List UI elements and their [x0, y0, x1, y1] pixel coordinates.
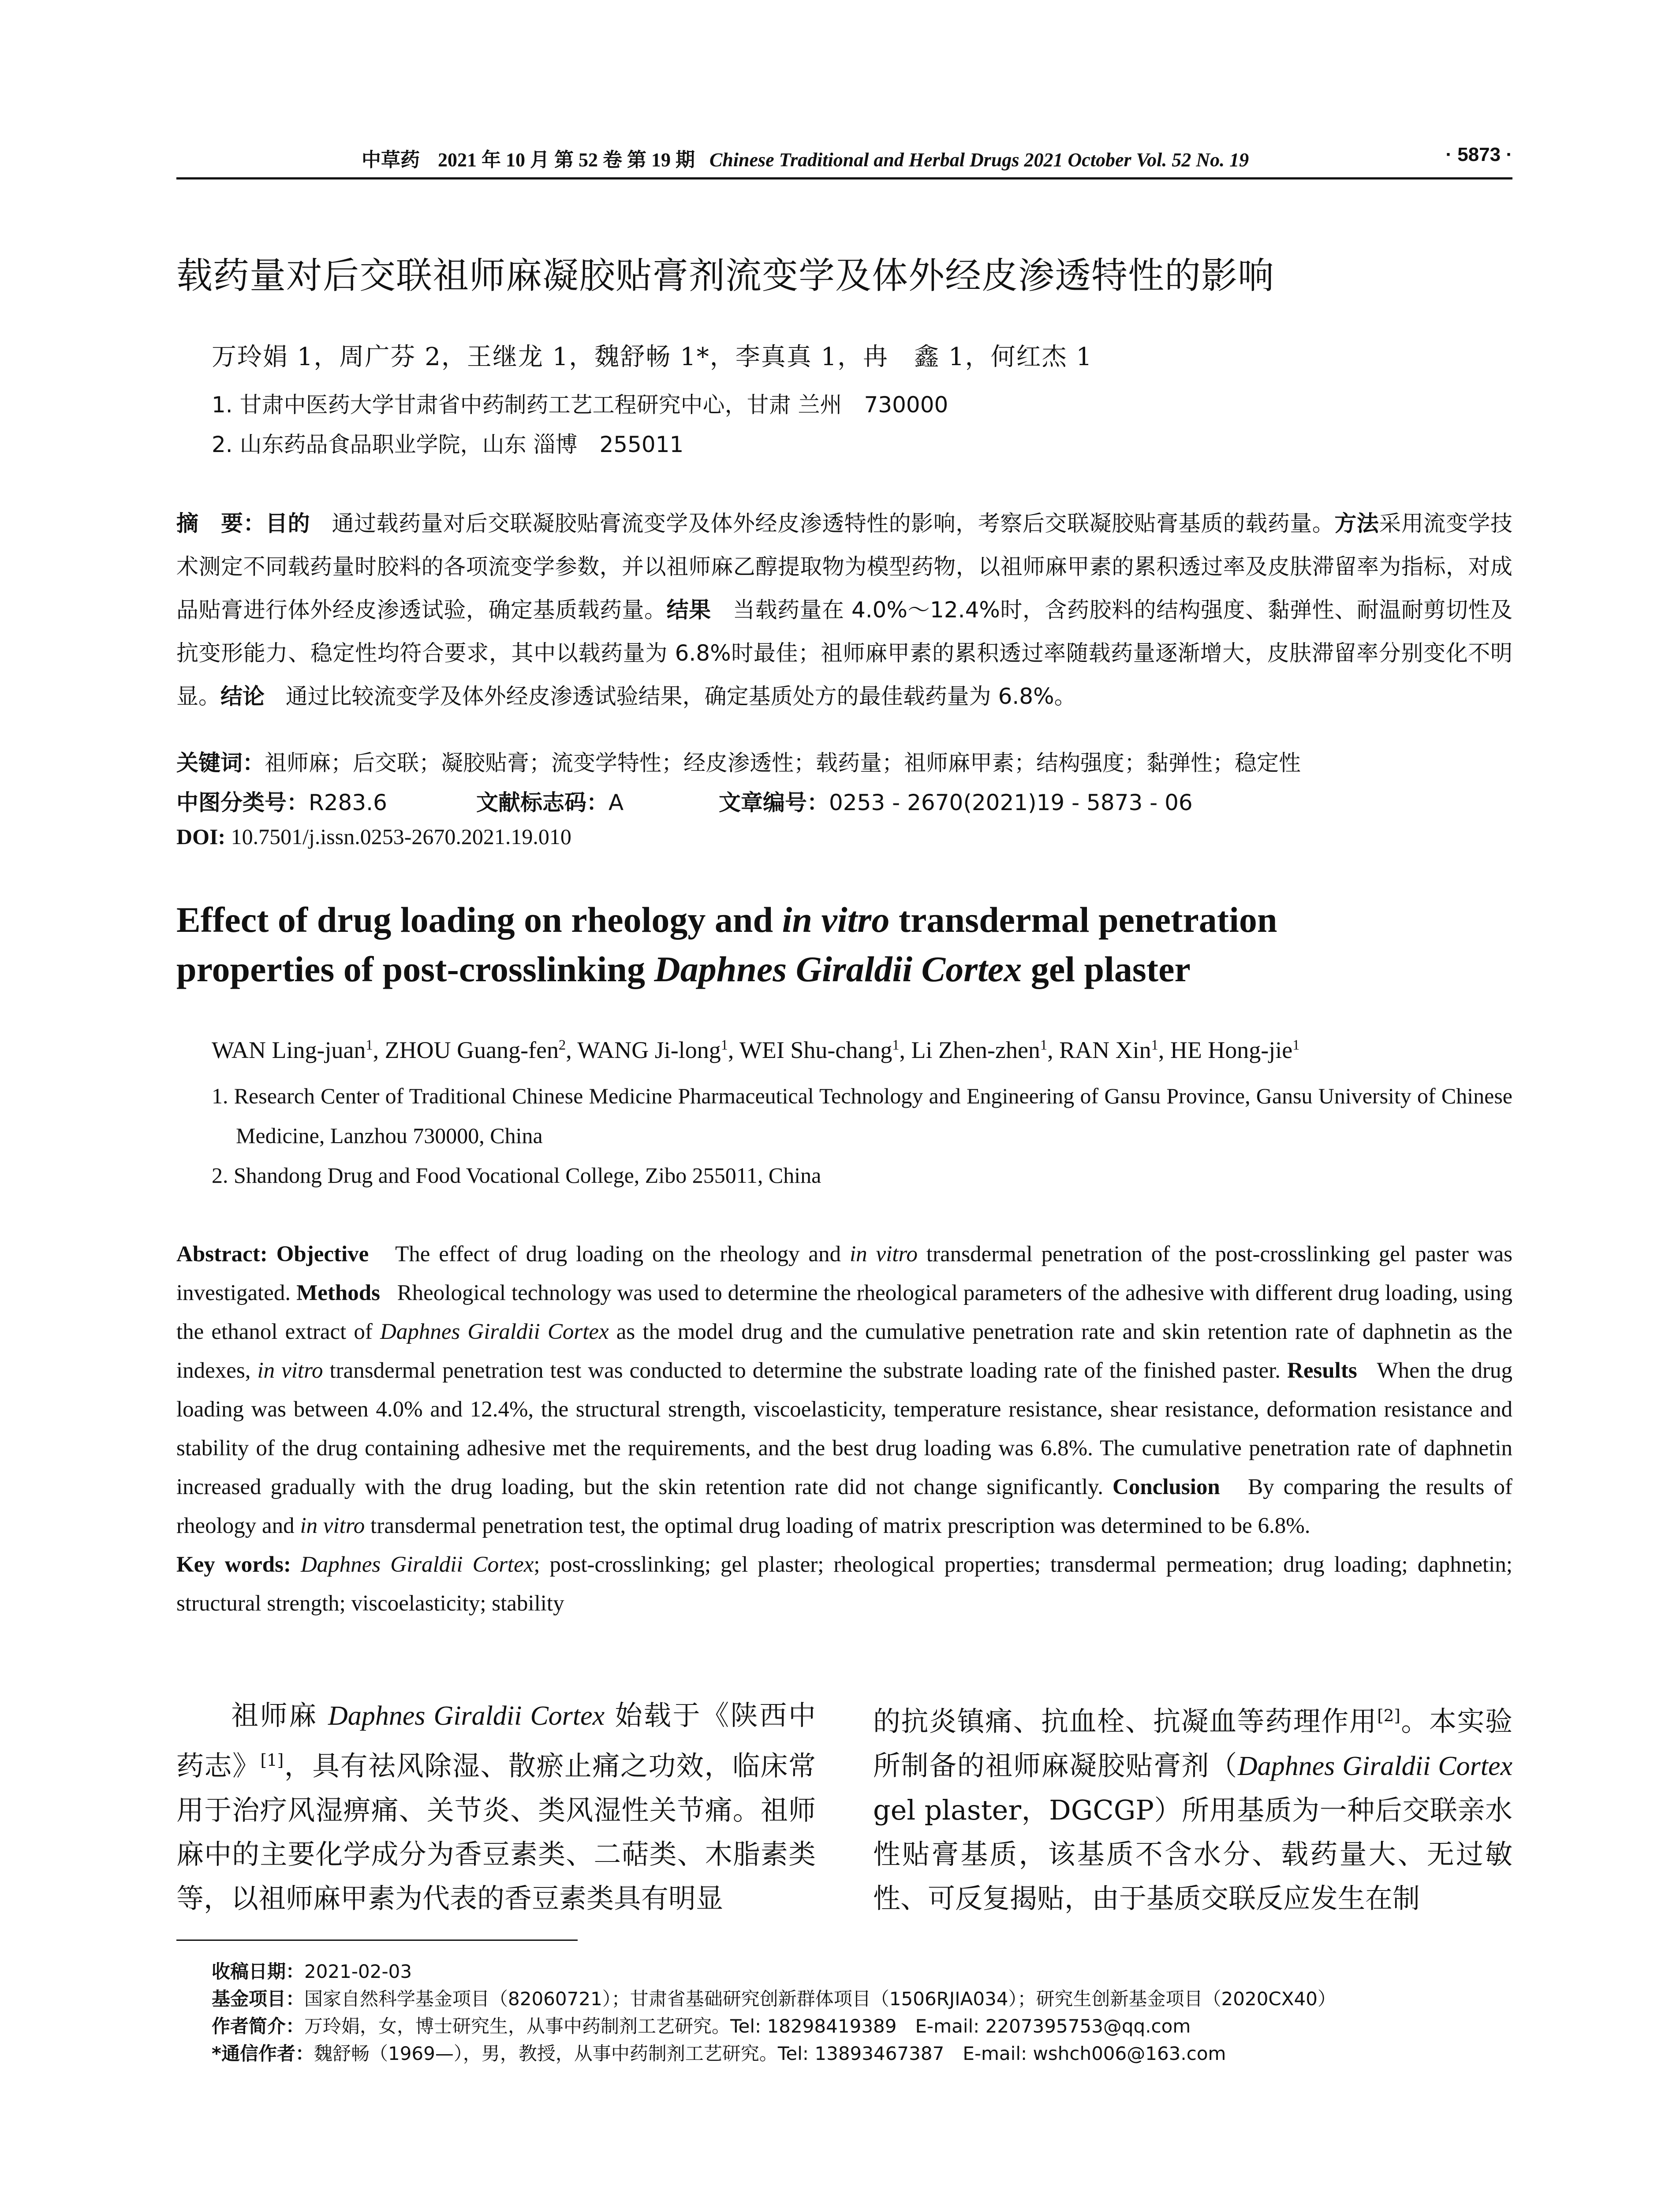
doc-code — [476, 785, 623, 817]
author-en: HE Hong-jie — [1170, 1037, 1293, 1063]
body-column-right: 的抗炎镇痛、抗血栓、抗凝血等药理作用[2]。本实验所制备的祖师麻凝胶贴膏剂（Daphnes Giraldii Cortex gel plaster，DGCGP）所用基质为一种后交联亲水性贴膏基质，该基质不含水分、载药量大、无过敏性、可反复揭贴，由于基质交联反应发生在制 — [873, 1705, 1512, 1914]
author-en: WAN Ling-juan — [212, 1037, 366, 1063]
article-no-value: 0253 - 2670(2021)19 - 5873 - 06 — [829, 790, 1193, 815]
objective-text-cn: 通过载药量对后交联凝胶贴膏流变学及体外经皮渗透特性的影响，考察后交联凝胶贴膏基质的载药量。 — [332, 511, 1335, 536]
journal-issue-en: Chinese Traditional and Herbal Drugs 2021 October Vol. 52 No. 19 — [709, 149, 1249, 171]
affiliation-en-1: 1. Research Center of Traditional Chinese Medicine Pharmaceutical Technology and Engineering of Gansu Province, Gansu University of Chinese Medicine, Lanzhou 730000, China — [212, 1084, 1512, 1148]
methods-text-cn: 采用流变学技术测定不同载药量时胶料的各项流变学参数，并以祖师麻乙醇提取物为模型药物，以祖师麻甲素的累积透过率及皮肤滞留率为指标，对成品贴膏进行体外经皮渗透试验，确定基质载药量。 — [176, 511, 1513, 623]
affiliations-english — [212, 1076, 1512, 1195]
classification-line — [176, 785, 387, 817]
body-column-left: 祖师麻 Daphnes Giraldii Cortex 始载于《陕西中药志》[1]，具有祛风除湿、散瘀止痛之功效，临床常用于治疗风湿痹痛、关节炎、类风湿性关节痛。祖师麻中的主要化学成分为香豆素类、二萜类、木脂素类等，以祖师麻甲素为代表的香豆素类具有明显 — [176, 1699, 816, 1914]
author-en: ZHOU Guang-fen — [385, 1037, 559, 1063]
abstract-cn-label: 摘 要： — [176, 511, 266, 536]
results-label-en: Results — [1287, 1358, 1357, 1383]
footnote-rule — [176, 1940, 578, 1941]
title-chinese: 载药量对后交联祖师麻凝胶贴膏剂流变学及体外经皮渗透特性的影响 — [176, 255, 1275, 297]
citation-ref[interactable]: [2] — [1377, 1706, 1400, 1725]
clc-label: 中图分类号： — [176, 790, 309, 815]
keywords-cn-label: 关键词： — [176, 750, 265, 776]
footnote-received: 收稿日期：2021-02-03 — [212, 1961, 412, 1982]
clc-value: R283.6 — [309, 790, 387, 815]
title-en-line-2: properties of post-crosslinking Daphnes Giraldii Cortex gel plaster — [176, 949, 1191, 989]
doc-code-value: A — [609, 790, 624, 815]
abstract-english — [176, 1235, 1512, 1623]
doc-code-label: 文献标志码： — [476, 790, 609, 815]
affiliation-en-2: 2. Shandong Drug and Food Vocational College, Zibo 255011, China — [212, 1163, 821, 1188]
author-en: RAN Xin — [1059, 1037, 1151, 1063]
authors-english: WAN Ling-juan$^1$, ZHOU Guang-fen$^2$, WANG Ji-long$^1$, WEI Shu-chang$^1$, Li Zhen-zhen$^1$, RAN Xin$^1$, HE Hong-jie$^1$ — [212, 1037, 1300, 1063]
footnote-fund: 基金项目：国家自然科学基金项目（82060721）；甘肃省基础研究创新群体项目（1506RJIA034）；研究生创新基金项目（2020CX40） — [212, 1988, 1336, 2010]
running-header — [176, 140, 1512, 176]
footnote-corresponding: *通信作者：魏舒畅（1969—），男，教授，从事中药制剂工艺研究。Tel: 13893467387 E-mail: wshch006@163.com — [212, 2043, 1226, 2064]
results-text-cn: 当载药量在 4.0%～12.4%时，含药胶料的结构强度、黏弹性、耐温耐剪切性及抗变形能力、稳定性均符合要求，其中以载药量为 6.8%时最佳；祖师麻甲素的累积透过率随载药量逐渐增大，皮肤滞留率分别变化不明显。 — [176, 597, 1513, 709]
abstract-chinese — [176, 502, 1512, 718]
author-en: WANG Ji-long — [577, 1037, 721, 1063]
methods-label-en: Methods — [296, 1281, 380, 1305]
objective-label-en: Objective — [276, 1242, 369, 1267]
article-no-label: 文章编号： — [719, 790, 829, 815]
footnotes — [212, 1958, 1512, 2067]
journal-logo: 中草药 — [362, 149, 420, 171]
methods-label-cn: 方法 — [1334, 511, 1379, 536]
author-en: Li Zhen-zhen — [911, 1037, 1040, 1063]
journal-citation — [362, 144, 1249, 172]
doi-label: DOI: — [176, 824, 226, 849]
affiliation-cn-2: 2. 山东药品食品职业学院，山东 淄博 255011 — [212, 432, 684, 457]
page-number: · 5873 · — [1445, 144, 1512, 165]
keywords-chinese — [176, 745, 1301, 777]
author-en: WEI Shu-chang — [739, 1037, 892, 1063]
journal-issue-cn: 2021 年 10 月 第 52 卷 第 19 期 — [438, 149, 695, 171]
keywords-cn-text: 祖师麻；后交联；凝胶贴膏；流变学特性；经皮渗透性；载药量；祖师麻甲素；结构强度；黏弹性；稳定性 — [265, 750, 1301, 776]
conclusion-label-en: Conclusion — [1113, 1475, 1220, 1499]
results-label-cn: 结果 — [666, 597, 711, 623]
title-english — [176, 895, 1512, 994]
doi-line — [176, 824, 571, 849]
authors-chinese: 万玲娟 1，周广芬 2，王继龙 1，魏舒畅 1*，李真真 1，冉 鑫 1，何红杰 1 — [212, 343, 1093, 371]
keywords-english: Key words: Daphnes Giraldii Cortex; post-crosslinking; gel plaster; rheological properties; transdermal permeation; drug loading; daphnetin; structural strength; viscoelasticity; stability — [176, 1552, 1512, 1616]
footnote-author: 作者简介：万玲娟，女，博士研究生，从事中药制剂工艺研究。Tel: 18298419389 E-mail: 2207395753@qq.com — [212, 2015, 1191, 2037]
article-number — [719, 785, 1193, 817]
abstract-en-label: Abstract: — [176, 1242, 268, 1267]
keywords-en-label: Key words: — [176, 1552, 291, 1577]
header-rule — [176, 177, 1512, 179]
citation-ref[interactable]: [1] — [260, 1750, 284, 1770]
objective-label-cn: 目的 — [265, 511, 310, 536]
title-en-line-1: Effect of drug loading on rheology and in vitro transdermal penetration — [176, 900, 1277, 940]
conclusion-label-cn: 结论 — [220, 684, 265, 709]
doi-value[interactable]: 10.7501/j.issn.0253-2670.2021.19.010 — [231, 824, 571, 849]
affiliation-cn-1: 1. 甘肃中医药大学甘肃省中药制药工艺工程研究中心，甘肃 兰州 730000 — [212, 392, 948, 418]
abstract-en-body: Abstract: Objective The effect of drug loading on the rheology and in vitro transdermal penetration of the post-crosslinking gel paster was investigated. Methods Rheological technology was used to determine the rheological parameters of the adhesive with different drug loading, using the ethanol extract of Daphnes Giraldii Cortex as the model drug and the cumulative penetration rate and skin retention rate of daphnetin as the indexes, in vitro transdermal penetration test was conducted to determine the substrate loading rate of the finished paster. Results When the drug loading was between 4.0% and 12.4%, the structural strength, viscoelasticity, temperature resistance, shear resistance, deformation resistance and stability of the drug containing adhesive met the requirements, and the best drug loading was 6.8%. The cumulative penetration rate of daphnetin increased gradually with the drug loading, but the skin retention rate did not change significantly. Conclusion By comparing the results of rheology and in vitro transdermal penetration test, the optimal drug loading of matrix prescription was determined to be 6.8%. — [176, 1242, 1513, 1538]
conclusion-text-cn: 通过比较流变学及体外经皮渗透试验结果，确定基质处方的最佳载药量为 6.8%。 — [285, 684, 1076, 709]
